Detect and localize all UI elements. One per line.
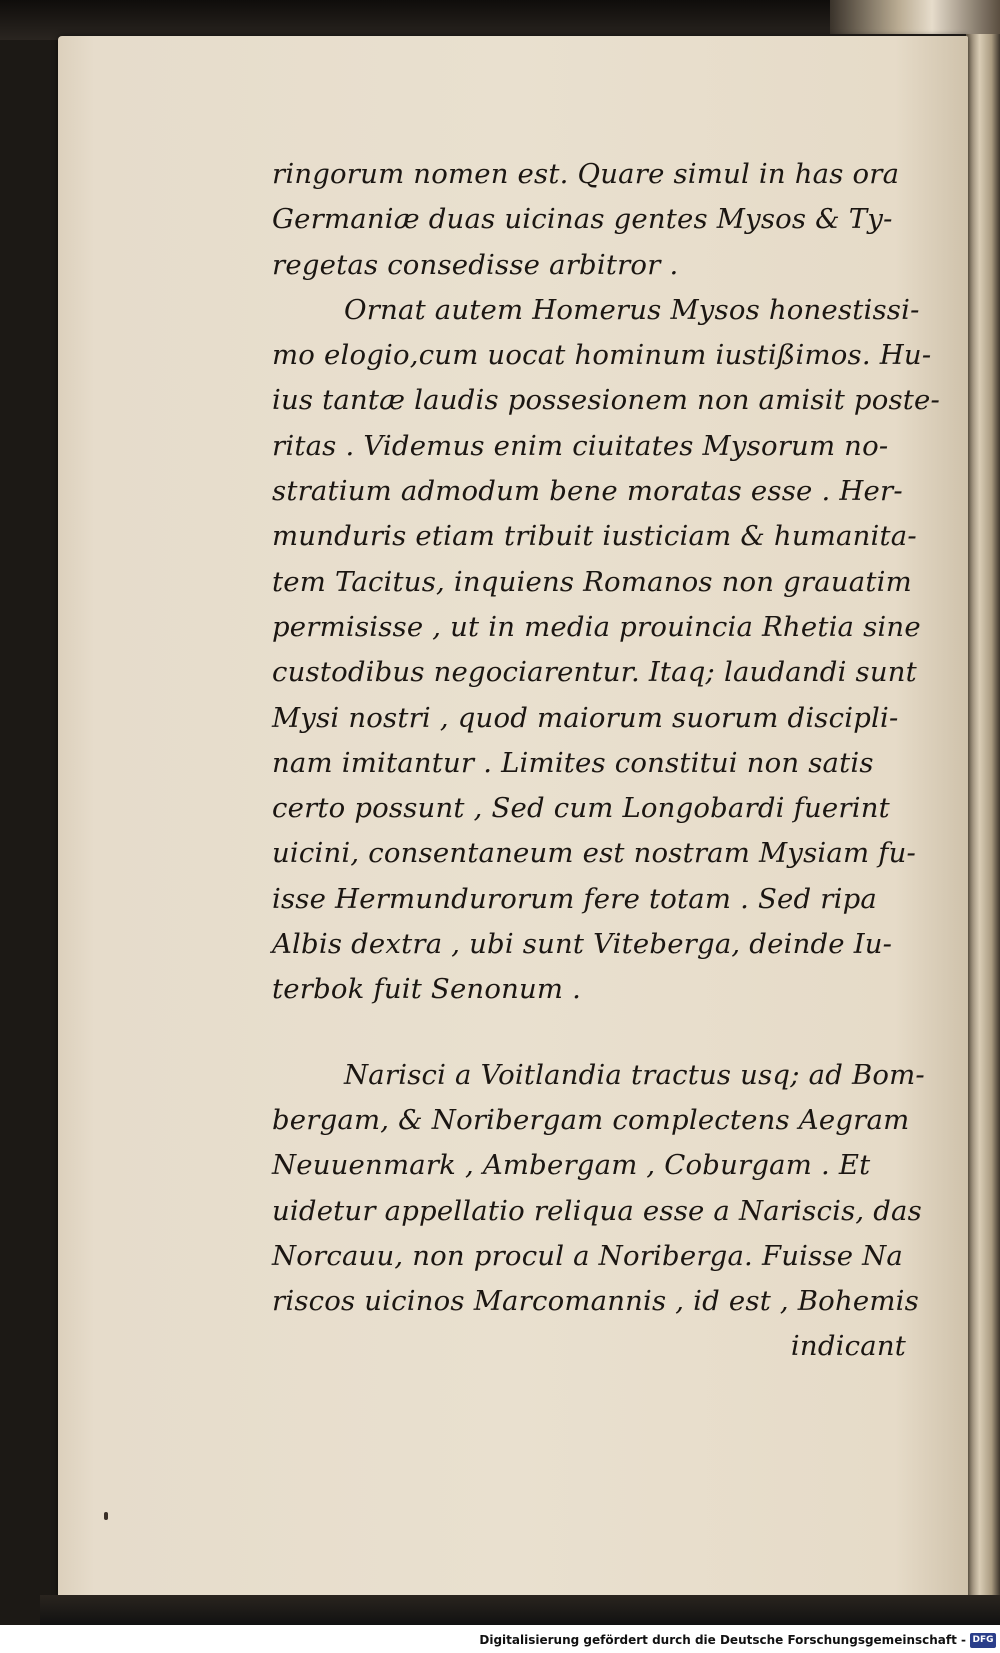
text-line: custodibus negociarentur. Itaq; laudandi sunt (272, 656, 917, 689)
text-line: stratium admodum bene moratas esse . Her- (272, 475, 903, 508)
text-line: ringorum nomen est. Quare simul in has ora (272, 158, 900, 190)
text-line: munduris etiam tribuit iusticiam & humanita- (272, 520, 917, 553)
text-line: mo elogio,cum uocat hominum iustißimos. Hu- (272, 339, 932, 372)
page-corner-edge (830, 0, 1000, 34)
paragraph-2 (272, 288, 941, 1013)
text-line: Norcauu, non procul a Noriberga. Fuisse Na (272, 1239, 904, 1272)
text-line: uidetur appellatio reliqua esse a Nariscis, das (272, 1194, 922, 1227)
text-line: bergam, & Noribergam complectens Aegram (272, 1103, 910, 1136)
text-line: isse Hermundurorum fere totam . Sed ripa (272, 882, 877, 915)
text-line: ritas . Videmus enim ciuitates Mysorum no- (272, 429, 889, 462)
page-text (272, 152, 941, 1370)
text-line: tem Tacitus, inquiens Romanos non grauatim (272, 565, 912, 598)
text-line: permisisse , ut in media prouincia Rhetia sine (272, 610, 921, 643)
text-line: nam imitantur . Limites constitui non satis (272, 746, 874, 779)
footer-bar (0, 1625, 1000, 1653)
catchword: indicant (790, 1330, 906, 1363)
text-line: certo possunt , Sed cum Longobardi fuerint (272, 792, 890, 825)
ink-speck (104, 1512, 108, 1520)
text-line: riscos uicinos Marcomannis , id est , Bohemis (272, 1285, 919, 1318)
text-line: regetas consedisse arbitror . (272, 248, 679, 281)
text-line: ius tantæ laudis possesionem non amisit poste- (272, 384, 941, 417)
dfg-logo-icon: DFG (970, 1633, 996, 1648)
text-line: Germaniæ duas uicinas gentes Mysos & Ty- (272, 203, 893, 236)
text-line: Ornat autem Homerus Mysos honestissi- (344, 293, 920, 326)
text-line: Albis dextra , ubi sunt Viteberga, deinde Iu- (272, 928, 893, 961)
digitization-credit: Digitalisierung gefördert durch die Deutsche Forschungsgemeinschaft - (479, 1633, 966, 1647)
paragraph-1 (272, 152, 932, 288)
text-line: Narisci a Voitlandia tractus usq; ad Bom- (344, 1058, 925, 1091)
text-line: Neuuenmark , Ambergam , Coburgam . Et (272, 1149, 871, 1182)
paragraph-3 (272, 1053, 932, 1325)
text-line: uicini, consentaneum est nostram Mysiam fu- (272, 837, 916, 870)
text-line: Mysi nostri , quod maiorum suorum discipli- (272, 701, 899, 734)
book-right-edge (966, 34, 1000, 1624)
bottom-binding-shadow (40, 1595, 1000, 1625)
paragraph-gap (272, 1013, 932, 1053)
text-line: terbok fuit Senonum . (272, 973, 582, 1006)
